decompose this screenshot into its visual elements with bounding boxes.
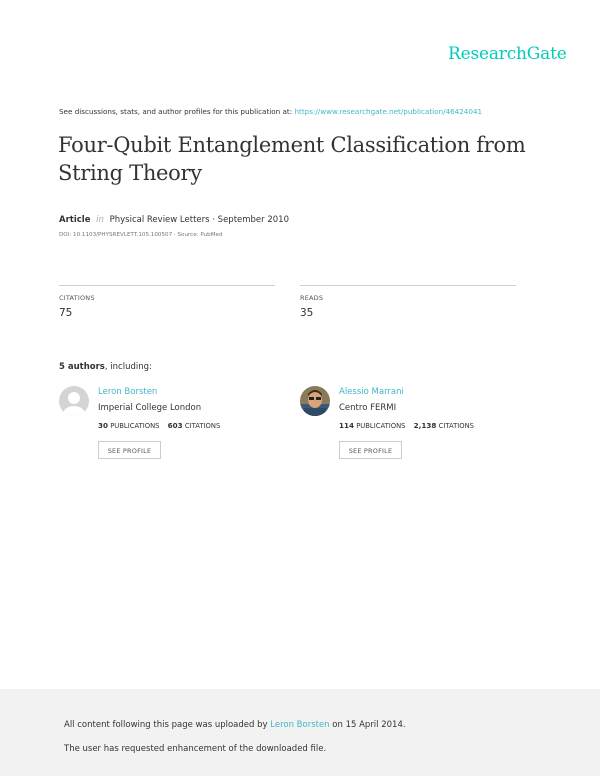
reads-count: 35 — [300, 307, 314, 319]
see-profile-button[interactable]: SEE PROFILE — [98, 441, 161, 459]
discussion-text: See discussions, stats, and author profiles for this publication at: — [59, 107, 293, 116]
publication-meta — [59, 215, 289, 225]
author-name-link[interactable]: Leron Borsten — [98, 387, 158, 397]
enhancement-note: The user has requested enhancement of the downloaded file. — [64, 744, 327, 754]
author-citations-label: CITATIONS — [184, 422, 221, 430]
author-stats — [98, 421, 220, 430]
author-citations-count: 2,138 — [413, 421, 437, 430]
publication-type: Article — [59, 215, 91, 225]
author-publications-count: 30 — [98, 421, 109, 430]
title-line-2: String Theory — [58, 161, 202, 185]
citations-label: CITATIONS — [59, 294, 95, 302]
author-stats — [339, 421, 474, 430]
researchgate-logo[interactable]: ResearchGate — [448, 44, 567, 64]
author-publications-label: PUBLICATIONS — [356, 422, 406, 430]
doi-source: DOI: 10.1103/PHYSREVLETT.105.100507 · Source: PubMed — [59, 232, 223, 238]
in-label: in — [96, 215, 104, 225]
author-name-link[interactable]: Alessio Marrani — [339, 387, 404, 397]
author-citations-count: 603 — [167, 421, 183, 430]
publication-title — [58, 131, 558, 187]
photo-avatar[interactable] — [300, 386, 330, 416]
default-avatar-icon[interactable] — [59, 386, 89, 416]
see-profile-button[interactable]: SEE PROFILE — [339, 441, 402, 459]
publication-link[interactable]: https://www.researchgate.net/publication/46424041 — [294, 107, 483, 116]
authors-heading — [59, 362, 152, 372]
uploader-link[interactable]: Leron Borsten — [270, 720, 330, 730]
venue-date: Physical Review Letters · September 2010 — [109, 215, 289, 225]
author-institution: Centro FERMI — [339, 403, 397, 413]
author-citations-label: CITATIONS — [438, 422, 474, 430]
authors-including: , including: — [104, 362, 152, 372]
citations-count: 75 — [59, 307, 73, 319]
footer — [0, 689, 600, 776]
upload-suffix: on 15 April 2014. — [332, 720, 406, 730]
upload-prefix: All content following this page was uploaded by — [64, 720, 268, 730]
divider — [59, 285, 275, 286]
author-institution: Imperial College London — [98, 403, 202, 413]
authors-count: 5 authors — [59, 362, 105, 372]
discussion-notice — [59, 107, 482, 116]
divider — [300, 285, 516, 286]
author-publications-label: PUBLICATIONS — [110, 422, 160, 430]
reads-label: READS — [300, 294, 324, 302]
author-publications-count: 114 — [339, 421, 355, 430]
title-line-1: Four-Qubit Entanglement Classification from — [58, 133, 526, 157]
upload-notice — [64, 720, 406, 730]
